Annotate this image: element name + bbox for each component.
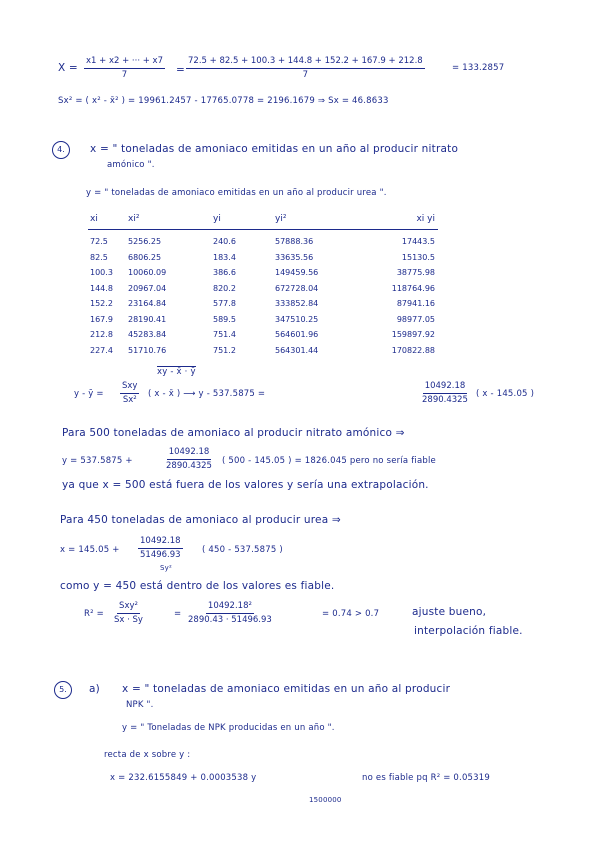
- reg-frac2-numerator: 10492.18: [423, 381, 468, 394]
- table-cell-xi: 144.8: [90, 283, 113, 293]
- r2-fraction-2: [186, 601, 274, 626]
- table-cell-xi: 72.5: [90, 237, 108, 247]
- mean-frac2-numerator: 72.5 + 82.5 + 100.3 + 144.8 + 152.2 + 167.9 + 212.8: [186, 56, 425, 69]
- col-header-yi2: yi²: [275, 214, 287, 224]
- table-cell-yi: 751.4: [213, 330, 236, 340]
- table-cell-yi2: 347510.25: [275, 314, 319, 324]
- table-row: [90, 265, 435, 281]
- table-row: [90, 296, 435, 312]
- table-row: [90, 250, 435, 266]
- mean-frac2-denominator: 7: [302, 70, 309, 80]
- data-table-header: [90, 214, 435, 224]
- p450-fraction: [138, 536, 183, 561]
- table-cell-yi2: 564301.44: [275, 345, 319, 355]
- p5-recta-subscript: 1500000: [309, 796, 342, 804]
- table-cell-yi: 577.8: [213, 299, 236, 309]
- p5-y-definition: y = " Toneladas de NPK producidas en un año ".: [122, 723, 335, 733]
- reg-lhs: y - ȳ =: [74, 389, 104, 399]
- table-cell-xi2: 23164.84: [128, 299, 167, 309]
- table-cell-xiyi: 159897.92: [391, 330, 435, 340]
- p5-x-definition-cont: NPK ".: [126, 700, 154, 710]
- r2-result: = 0.74 > 0.7: [322, 609, 380, 619]
- col-header-yi: yi: [213, 214, 221, 224]
- table-cell-xiyi: 118764.96: [391, 283, 435, 293]
- table-cell-xi: 100.3: [90, 268, 113, 278]
- mean-frac1-denominator: 7: [121, 70, 128, 80]
- mean-equals: =: [176, 64, 185, 76]
- mean-result: = 133.2857: [452, 63, 505, 73]
- table-cell-yi: 589.5: [213, 314, 236, 324]
- table-row: [90, 312, 435, 328]
- p5-part-a: a): [89, 683, 100, 695]
- p450-den-label: Sy²: [160, 564, 172, 572]
- table-cell-xiyi: 87941.16: [396, 299, 435, 309]
- table-cell-xi2: 6806.25: [128, 252, 162, 262]
- p450-reason: como y = 450 está dentro de los valores es fiable.: [60, 580, 335, 592]
- table-cell-yi2: 333852.84: [275, 299, 319, 309]
- p500-title: Para 500 toneladas de amoniaco al producir nitrato amónico ⇒: [62, 427, 405, 439]
- p500-reason: ya que x = 500 está fuera de los valores y sería una extrapolación.: [62, 479, 429, 491]
- table-cell-xiyi: 170822.88: [391, 345, 435, 355]
- mean-fraction-1: [84, 56, 165, 81]
- problem-5-number: 5.: [54, 681, 72, 699]
- col-header-xiyi: xi yi: [416, 214, 435, 224]
- table-cell-yi: 386.6: [213, 268, 236, 278]
- table-cell-xiyi: 15130.5: [401, 252, 435, 262]
- variance-line: Sx² = ( x² - x̄² ) = 19961.2457 - 17765.0778 = 2196.1679 ⇒ Sx = 46.8633: [58, 96, 389, 106]
- table-cell-yi2: 57888.36: [275, 237, 314, 247]
- p4-y-definition: y = " toneladas de amoniaco emitidas en un año al producir urea ".: [86, 188, 387, 198]
- reg-fraction-2: [420, 381, 470, 406]
- table-cell-yi2: 149459.56: [275, 268, 319, 278]
- p4-x-definition: x = " toneladas de amoniaco emitidas en un año al producir nitrato: [90, 143, 459, 155]
- mean-lhs: X =: [58, 62, 78, 74]
- table-row: [90, 343, 435, 359]
- table-row: [90, 234, 435, 250]
- r2-fraction-1: [112, 601, 145, 626]
- r2-frac2-denominator: 2890.43 · 51496.93: [188, 615, 272, 625]
- table-cell-xi: 227.4: [90, 345, 113, 355]
- table-cell-xi: 167.9: [90, 314, 113, 324]
- p500-fraction: [164, 447, 214, 472]
- reg-middle: ( x - x̄ ) ⟶ y - 537.5875 =: [148, 389, 266, 399]
- reg-frac2-denominator: 2890.4325: [422, 395, 468, 405]
- data-table: [90, 234, 435, 358]
- reg-fraction: [120, 381, 139, 406]
- r2-frac1-denominator: Sx · Sy: [114, 615, 143, 625]
- table-cell-xi: 82.5: [90, 252, 108, 262]
- table-cell-yi: 820.2: [213, 283, 236, 293]
- p500-frac-denominator: 2890.4325: [166, 461, 212, 471]
- reg-frac-numerator: Sxy: [120, 381, 139, 394]
- table-cell-xiyi: 17443.5: [401, 237, 435, 247]
- r2-equals: =: [174, 609, 182, 619]
- p5-recta-label: recta de x sobre y :: [104, 750, 191, 760]
- p500-frac-numerator: 10492.18: [167, 447, 212, 460]
- reg-annotation: xy - x̄ · ȳ: [157, 367, 196, 377]
- p450-eq-end: ( 450 - 537.5875 ): [202, 545, 283, 555]
- col-header-xi: xi: [90, 214, 98, 224]
- r2-frac1-numerator: Sxy²: [117, 601, 140, 614]
- r2-frac2-numerator: 10492.18²: [206, 601, 254, 614]
- problem-4-number: 4.: [52, 141, 70, 159]
- p450-frac-numerator: 10492.18: [138, 536, 183, 549]
- p5-x-definition: x = " toneladas de amoniaco emitidas en un año al producir: [122, 683, 451, 695]
- table-cell-xi2: 28190.41: [128, 314, 167, 324]
- table-header-rule: [88, 229, 438, 230]
- reg-tail: ( x - 145.05 ): [476, 389, 535, 399]
- p5-recta-note: no es fiable pq R² = 0.05319: [362, 773, 490, 783]
- table-cell-xi2: 45283.84: [128, 330, 167, 340]
- p500-eq-start: y = 537.5875 +: [62, 456, 133, 466]
- col-header-xi2: xi²: [128, 214, 140, 224]
- table-cell-xi2: 20967.04: [128, 283, 167, 293]
- mean-frac1-numerator: x1 + x2 + ··· + x7: [84, 56, 165, 69]
- p500-eq-end: ( 500 - 145.05 ) = 1826.045 pero no sería fiable: [222, 456, 436, 466]
- p450-eq-start: x = 145.05 +: [60, 545, 120, 555]
- table-row: [90, 327, 435, 343]
- table-cell-xiyi: 38775.98: [396, 268, 435, 278]
- table-cell-yi: 751.2: [213, 345, 236, 355]
- table-cell-xi: 212.8: [90, 330, 113, 340]
- table-cell-yi2: 672728.04: [275, 283, 319, 293]
- p4-x-definition-cont: amónico ".: [107, 160, 155, 170]
- r2-note-line1: ajuste bueno,: [412, 606, 487, 618]
- table-cell-xi2: 51710.76: [128, 345, 167, 355]
- table-cell-xi2: 5256.25: [128, 237, 162, 247]
- reg-frac-denominator: Sx²: [122, 395, 137, 405]
- mean-fraction-2: [186, 56, 425, 81]
- table-cell-yi2: 33635.56: [275, 252, 314, 262]
- table-cell-xi: 152.2: [90, 299, 113, 309]
- table-cell-yi2: 564601.96: [275, 330, 319, 340]
- r2-note-line2: interpolación fiable.: [414, 625, 523, 637]
- r2-lhs: R² =: [84, 609, 104, 619]
- table-cell-yi: 240.6: [213, 237, 236, 247]
- table-cell-xiyi: 98977.05: [396, 314, 435, 324]
- p450-title: Para 450 toneladas de amoniaco al producir urea ⇒: [60, 514, 341, 526]
- table-cell-yi: 183.4: [213, 252, 236, 262]
- table-cell-xi2: 10060.09: [128, 268, 167, 278]
- p5-recta-equation: x = 232.6155849 + 0.0003538 y: [110, 773, 257, 783]
- p450-frac-denominator: 51496.93: [140, 550, 181, 560]
- table-row: [90, 281, 435, 297]
